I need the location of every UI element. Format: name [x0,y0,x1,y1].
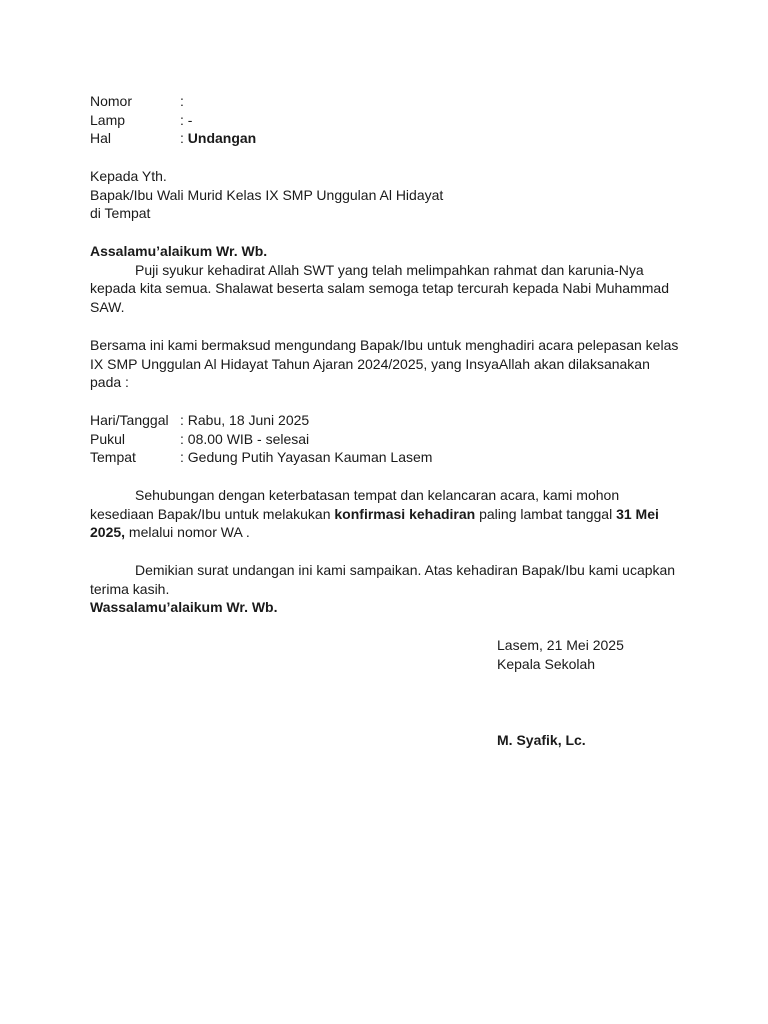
signature-place-date: Lasem, 21 Mei 2025 [497,637,624,653]
paragraph-3-part-2: paling lambat tanggal [475,505,617,522]
event-date-value: : Rabu, 18 Juni 2025 [180,412,310,428]
event-date-row [90,411,680,430]
recipient-block [90,167,680,223]
nomor-label: Nomor [90,93,133,109]
event-place-value: : Gedung Putih Yayasan Kauman Lasem [180,449,433,466]
event-place-row [90,448,680,467]
hal-label: Hal [90,130,112,147]
event-date-label: Hari/Tanggal [90,412,169,428]
event-time-value: : 08.00 WIB - selesai [180,430,310,447]
signature-position: Kepala Sekolah [497,656,596,672]
nomor-row [90,92,680,111]
lamp-row [90,111,680,130]
signature-name: M. Syafik, Lc. [497,732,586,748]
event-time-row [90,430,680,449]
letter-header [90,92,680,148]
closing-salutation: Wassalamu’alaikum Wr. Wb. [90,599,278,616]
signature-block [497,636,624,674]
paragraph-3-part-1: Sehubungan dengan keterbatasan tempat dan kelancaran acara, kami mohon kesediaan Bapak/Ibu untuk melakukan [90,487,620,522]
hal-row [90,129,680,148]
nomor-value: : [180,93,184,109]
closing-block [90,561,680,617]
opening-block [90,242,680,317]
greeting: Assalamu’alaikum Wr. Wb. [90,243,268,259]
event-details [90,411,680,467]
paragraph-3-bold-2: 31 Mei 2025, [90,505,659,541]
event-place-label: Tempat [90,449,136,466]
lamp-label: Lamp [90,111,126,128]
paragraph-3-bold-1: konfirmasi kehadiran [334,505,476,522]
recipient-line-3: di Tempat [90,205,151,222]
paragraph-2: Bersama ini kami bermaksud mengundang Bapak/Ibu untuk menghadiri acara pelepasan kelas IX SMP Unggulan Al Hidayat Tahun Ajaran 2024/2025, yang InsyaAllah akan dilaksanakan pada : [90,337,679,391]
hal-prefix: : [180,130,188,147]
paragraph-3 [90,486,680,542]
paragraph-4: Demikian surat undangan ini kami sampaikan. Atas kehadiran Bapak/Ibu kami ucapkan terima kasih. [90,562,676,597]
paragraph-3-part-3: melalui nomor WA . [125,524,250,541]
paragraph-1: Puji syukur kehadirat Allah SWT yang telah melimpahkan rahmat dan karunia-Nya kepada kita semua. Shalawat beserta salam semoga tetap tercurah kepada Nabi Muhammad SAW. [90,261,669,316]
recipient-line-2: Bapak/Ibu Wali Murid Kelas IX SMP Unggulan Al Hidayat [90,186,444,203]
lamp-value: : - [180,111,193,128]
hal-value: Undangan [187,130,257,147]
event-time-label: Pukul [90,430,126,447]
recipient-line-1: Kepada Yth. [90,168,167,184]
